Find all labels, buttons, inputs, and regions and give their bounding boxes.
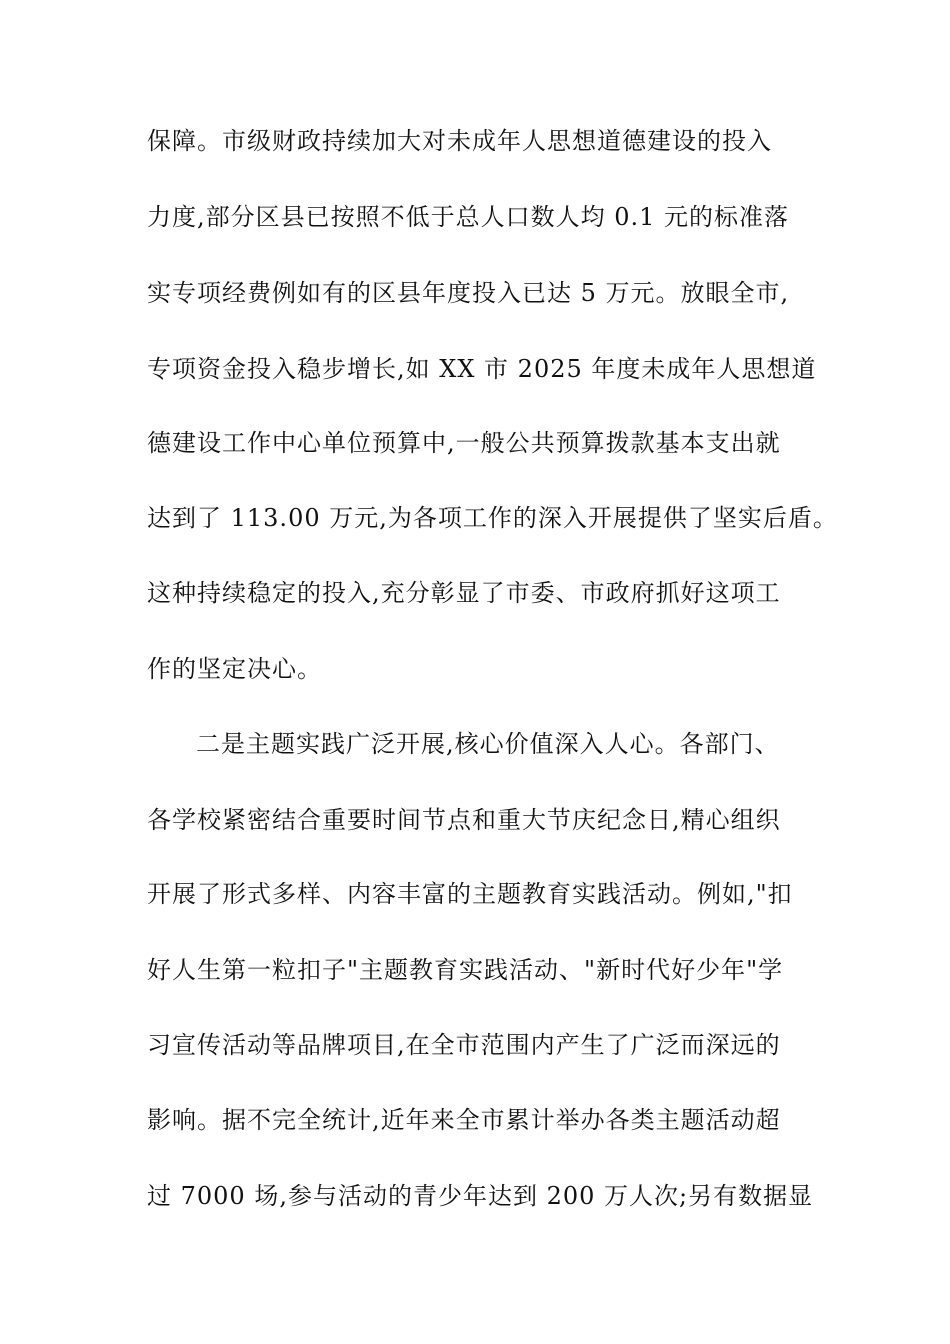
paragraph-line: 达到了 113.00 万元,为各项工作的深入开展提供了坚实后盾。: [147, 504, 838, 532]
paragraph-line: 德建设工作中心单位预算中,一般公共预算拨款基本支出就: [147, 429, 781, 457]
paragraph-line: 开展了形式多样、内容丰富的主题教育实践活动。例如,"扣: [147, 880, 793, 908]
paragraph-line: 好人生第一粒扣子"主题教育实践活动、"新时代好少年"学: [147, 956, 784, 984]
paragraph-line: 习宣传活动等品牌项目,在全市范围内产生了广泛而深远的: [147, 1031, 781, 1059]
paragraph-line: 这种持续稳定的投入,充分彰显了市委、市政府抓好这项工: [147, 579, 781, 607]
paragraph-line: 影响。据不完全统计,近年来全市累计举办各类主题活动超: [147, 1106, 781, 1134]
paragraph-line: 过 7000 场,参与活动的青少年达到 200 万人次;另有数据显: [147, 1182, 814, 1210]
paragraph-line: 实专项经费例如有的区县年度投入已达 5 万元。放眼全市,: [147, 279, 790, 307]
paragraph-first-line: 二是主题实践广泛开展,核心价值深入人心。各部门、: [196, 730, 780, 758]
paragraph-line: 各学校紧密结合重要时间节点和重大节庆纪念日,精心组织: [147, 806, 781, 834]
paragraph-line: 力度,部分区县已按照不低于总人口数人均 0.1 元的标准落: [147, 203, 790, 231]
paragraph-line: 保障。市级财政持续加大对未成年人思想道德建设的投入: [147, 127, 772, 155]
paragraph-line: 专项资金投入稳步增长,如 XX 市 2025 年度未成年人思想道: [147, 355, 817, 383]
paragraph-line: 作的坚定决心。: [147, 655, 322, 683]
